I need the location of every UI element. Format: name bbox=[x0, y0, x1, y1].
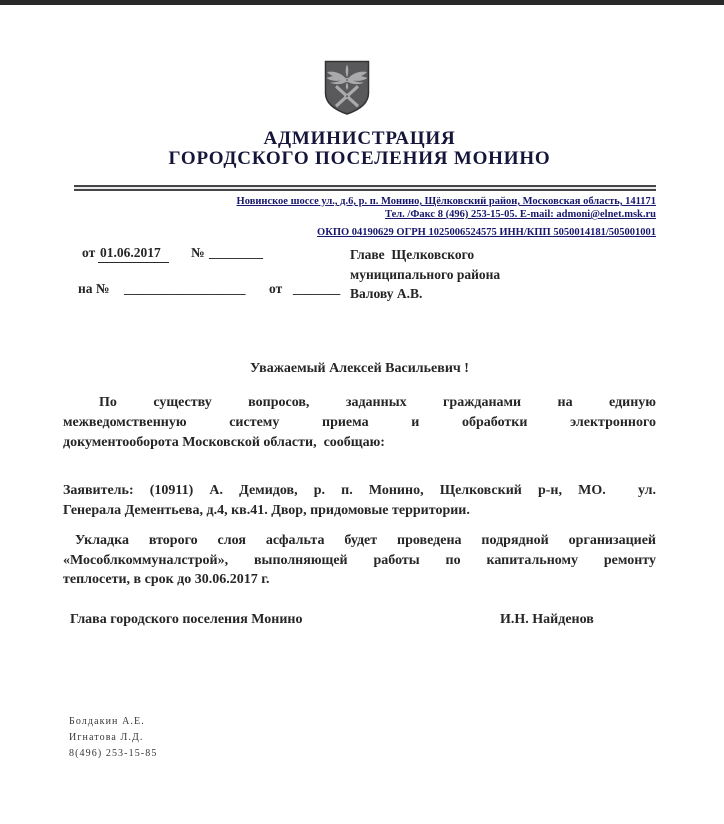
header-divider-rule bbox=[74, 185, 656, 191]
intro-paragraph bbox=[63, 393, 656, 453]
viewer-top-bar bbox=[0, 0, 724, 5]
answer-paragraph-line1: Укладка второго слоя асфальта будет проведена подрядной организацией bbox=[75, 533, 656, 548]
outgoing-date: 01.06.2017 bbox=[98, 245, 169, 263]
intro-paragraph-line1: По существу вопросов, заданных гражданами на единую bbox=[99, 395, 656, 410]
executor-name-1: Болдакин А.Е. bbox=[69, 716, 145, 727]
answer-paragraph bbox=[63, 531, 656, 590]
outgoing-number-label: № bbox=[191, 245, 205, 260]
coat-of-arms bbox=[322, 60, 372, 116]
addressee-line1: Главе Щелковского bbox=[350, 247, 475, 262]
addressee-line3: Валову А.В. bbox=[350, 286, 423, 301]
answer-paragraph-line3: теплосети, в срок до 30.06.2017 г. bbox=[63, 572, 270, 587]
reply-from-label: от bbox=[269, 281, 283, 296]
org-phone-email-line: Тел. /Факс 8 (496) 253-15-05. E-mail: admoni@elnet.msk.ru bbox=[385, 209, 656, 220]
outgoing-from-label: от bbox=[82, 245, 96, 260]
executor-phone: 8(496) 253-15-85 bbox=[69, 748, 158, 759]
reply-date-blank: _______ bbox=[293, 281, 341, 296]
signer-name: И.Н. Найденов bbox=[500, 612, 594, 627]
reference-block bbox=[63, 244, 656, 300]
reply-number-label: на № bbox=[78, 281, 110, 296]
applicant-paragraph-line2: Генерала Дементьева, д.4, кв.41. Двор, придомовые территории. bbox=[63, 502, 470, 518]
outgoing-number-blank: ________ bbox=[209, 245, 263, 260]
applicant-paragraph-line1: Заявитель: (10911) А. Демидов, р. п. Монино, Щелковский р-н, МО. ул. bbox=[63, 483, 656, 498]
org-registration-line: ОКПО 04190629 ОГРН 1025006524575 ИНН/КПП 5050014181/505001001 bbox=[317, 227, 656, 238]
signature-block bbox=[63, 612, 656, 634]
org-address-line: Новинское шоссе ул., д.6, р. п. Монино, Щёлковский район, Московская область, 141171 bbox=[236, 196, 656, 207]
answer-paragraph-line2: «Мособлкоммуналстрой», выполняющей работы по капитальному ремонту bbox=[63, 552, 656, 568]
executor-footer bbox=[69, 714, 157, 762]
reply-number-blank: __________________ bbox=[124, 281, 246, 296]
applicant-paragraph bbox=[63, 481, 656, 520]
org-title-line2: ГОРОДСКОГО ПОСЕЛЕНИЯ МОНИНО bbox=[168, 148, 551, 169]
org-title-line1: АДМИНИСТРАЦИЯ bbox=[263, 128, 456, 149]
addressee-block bbox=[350, 245, 500, 304]
org-title bbox=[63, 129, 656, 169]
signer-position: Глава городского поселения Монино bbox=[70, 612, 303, 627]
org-contact-block bbox=[63, 195, 656, 239]
executor-name-2: Игнатова Л.Д. bbox=[69, 732, 144, 743]
salutation: Уважаемый Алексей Васильевич ! bbox=[250, 361, 469, 376]
intro-paragraph-line3: документооборота Московской области, сообщаю: bbox=[63, 435, 385, 450]
addressee-line2: муниципального района bbox=[350, 266, 501, 282]
winged-propeller-shield-icon bbox=[322, 60, 372, 116]
intro-paragraph-line2: межведомственную систему приема и обработки электронного bbox=[63, 415, 656, 430]
